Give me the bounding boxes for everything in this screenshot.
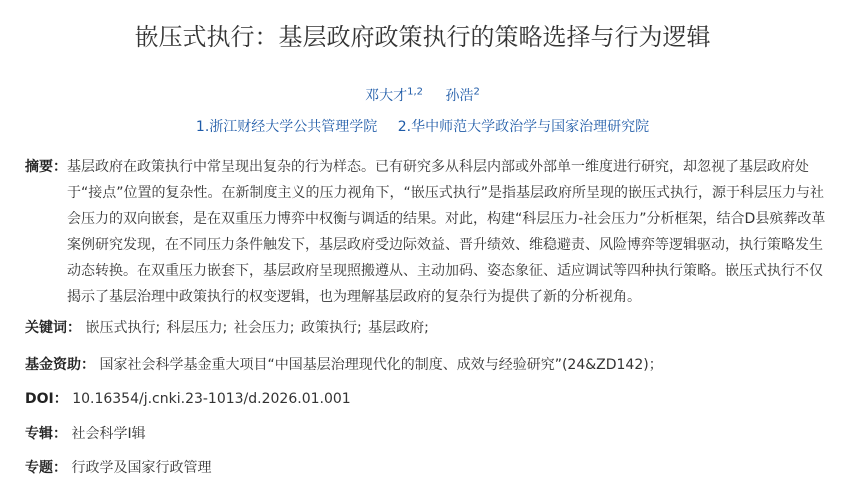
author-link[interactable] xyxy=(365,88,423,104)
abstract-text: 基层政府在政策执行中常呈现出复杂的行为样态。已有研究多从科层内部或外部单一维度进行研究，却忽视了基层政府处于“接点”位置的复杂性。在新制度主义的压力视角下，“嵌压式执行”是指基层政府所呈现的嵌压式执行，源于科层压力与社会压力的双向嵌套，是在双重压力博弈中权衡与调适的结果。对此，构建“科层压力-社会压力”分析框架，结合D县殡葬改革案例研究发现，在不同压力条件触发下，基层政府受边际效益、晋升绩效、维稳避责、风险博弈等逻辑驱动，执行策略发生动态转换。在双重压力嵌套下，基层政府呈现照搬遵从、主动加码、姿态象征、适应调试等四种执行策略。嵌压式执行不仅揭示了基层治理中政策执行的权变逻辑，也为理解基层政府的复杂行为提供了新的分析视角。 xyxy=(67,159,826,305)
author-affil-sup: 2 xyxy=(473,86,480,98)
subject-label: 专题： xyxy=(25,460,67,476)
author-affil-sup: 1,2 xyxy=(407,86,424,98)
keyword-link[interactable]: 社会压力; xyxy=(233,320,295,336)
funding-row xyxy=(25,355,663,375)
subject-value: 行政学及国家行政管理 xyxy=(71,460,212,476)
keyword-link[interactable]: 科层压力; xyxy=(166,320,228,336)
affiliation-link[interactable]: 1.浙江财经大学公共管理学院 xyxy=(195,119,378,135)
doi-row xyxy=(25,389,351,409)
funding-link[interactable]: 国家社会科学基金重大项目“中国基层治理现代化的制度、成效与经验研究”(24&ZD142)； xyxy=(99,357,663,373)
affiliation-link[interactable]: 2.华中师范大学政治学与国家治理研究院 xyxy=(397,119,650,135)
abstract-section xyxy=(25,154,833,310)
column-value: 社会科学Ⅰ辑 xyxy=(71,426,146,442)
author-list xyxy=(0,86,845,106)
author-name: 邓大才 xyxy=(365,88,408,104)
keyword-link[interactable]: 基层政府; xyxy=(368,320,429,336)
keyword-link[interactable]: 嵌压式执行; xyxy=(85,320,161,336)
doi-label: DOI： xyxy=(25,391,68,407)
affiliation-list xyxy=(0,117,845,137)
subject-row xyxy=(25,458,211,478)
article-title: 嵌压式执行：基层政府政策执行的策略选择与行为逻辑 xyxy=(134,23,711,51)
column-label: 专辑： xyxy=(25,426,67,442)
funding-label: 基金资助： xyxy=(25,357,95,373)
doi-value: 10.16354/j.cnki.23-1013/d.2026.01.001 xyxy=(72,391,351,407)
author-name: 孙浩 xyxy=(445,88,474,104)
keywords-label: 关键词： xyxy=(25,320,81,336)
keyword-link[interactable]: 政策执行; xyxy=(300,320,362,336)
abstract-label: 摘要： xyxy=(25,159,67,175)
column-row xyxy=(25,424,146,444)
author-link[interactable] xyxy=(445,88,479,104)
keywords-row xyxy=(25,318,431,338)
